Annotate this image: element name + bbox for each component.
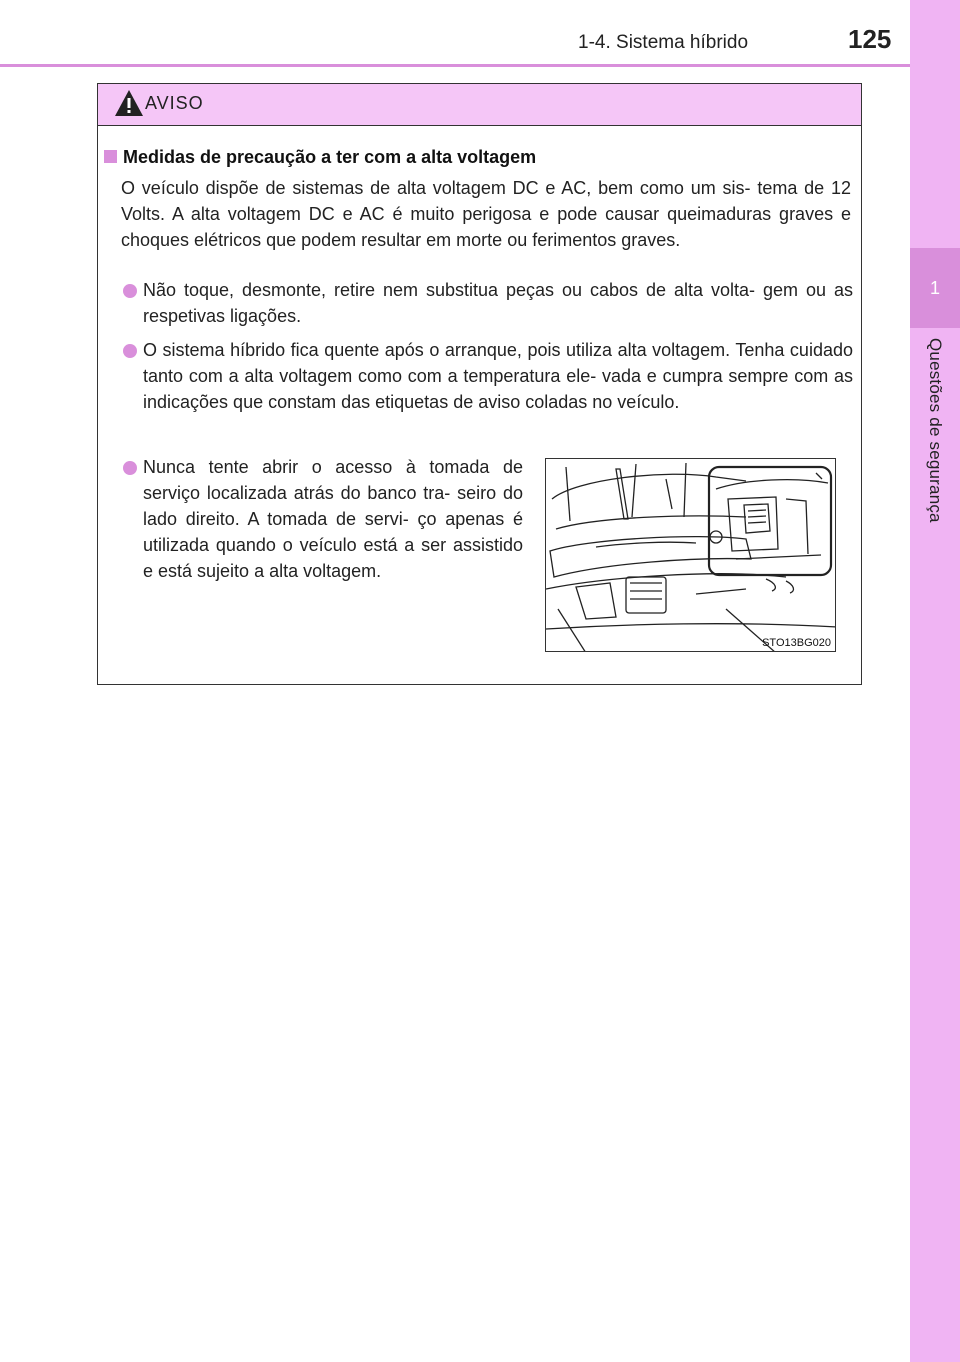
chapter-title: Questões de segurança bbox=[926, 338, 945, 523]
warning-header bbox=[98, 84, 861, 126]
warning-label: AVISO bbox=[145, 93, 204, 113]
warning-box bbox=[97, 83, 862, 685]
service-plug-figure bbox=[545, 458, 836, 652]
square-bullet-icon bbox=[104, 150, 117, 163]
section-title: 1-4. Sistema híbrido bbox=[578, 32, 749, 53]
figure-code: STO13BG020 bbox=[762, 637, 831, 649]
bullet-dot-icon bbox=[123, 344, 137, 358]
warning-triangle-icon bbox=[114, 89, 144, 117]
bullet-item: Não toque, desmonte, retire nem substitua peças ou cabos de alta volta- gem ou as respetivas ligações. bbox=[143, 280, 853, 326]
chapter-number: 1 bbox=[910, 248, 960, 328]
header-rule bbox=[0, 64, 910, 67]
intro-paragraph: O veículo dispõe de sistemas de alta voltagem DC e AC, bem como um sis- tema de 12 Volts. A alta voltagem DC e AC é muito perigosa e pode causar queimaduras graves e choques elétricos que podem resultar em morte ou ferimentos graves. bbox=[121, 178, 851, 250]
bullet-dot-icon bbox=[123, 284, 137, 298]
bullet-item: Nunca tente abrir o acesso à tomada de serviço localizada atrás do banco tra- seiro do lado direito. A tomada de servi- ço apenas é utilizada quando o veículo está a ser assistido e está sujeito a alta voltagem. bbox=[143, 457, 523, 581]
rear-seat-illustration bbox=[546, 459, 836, 652]
subheading: Medidas de precaução a ter com a alta voltagem bbox=[104, 147, 536, 168]
page-number: 125 bbox=[848, 24, 892, 54]
bullet-dot-icon bbox=[123, 461, 137, 475]
chapter-side-tab bbox=[910, 0, 960, 1362]
bullet-item: O sistema híbrido fica quente após o arranque, pois utiliza alta voltagem. Tenha cuidado tanto com a alta voltagem como com a temperatura ele- vada e cumpra sempre com as indicações que constam das etiquetas de aviso coladas no veículo. bbox=[143, 340, 853, 412]
